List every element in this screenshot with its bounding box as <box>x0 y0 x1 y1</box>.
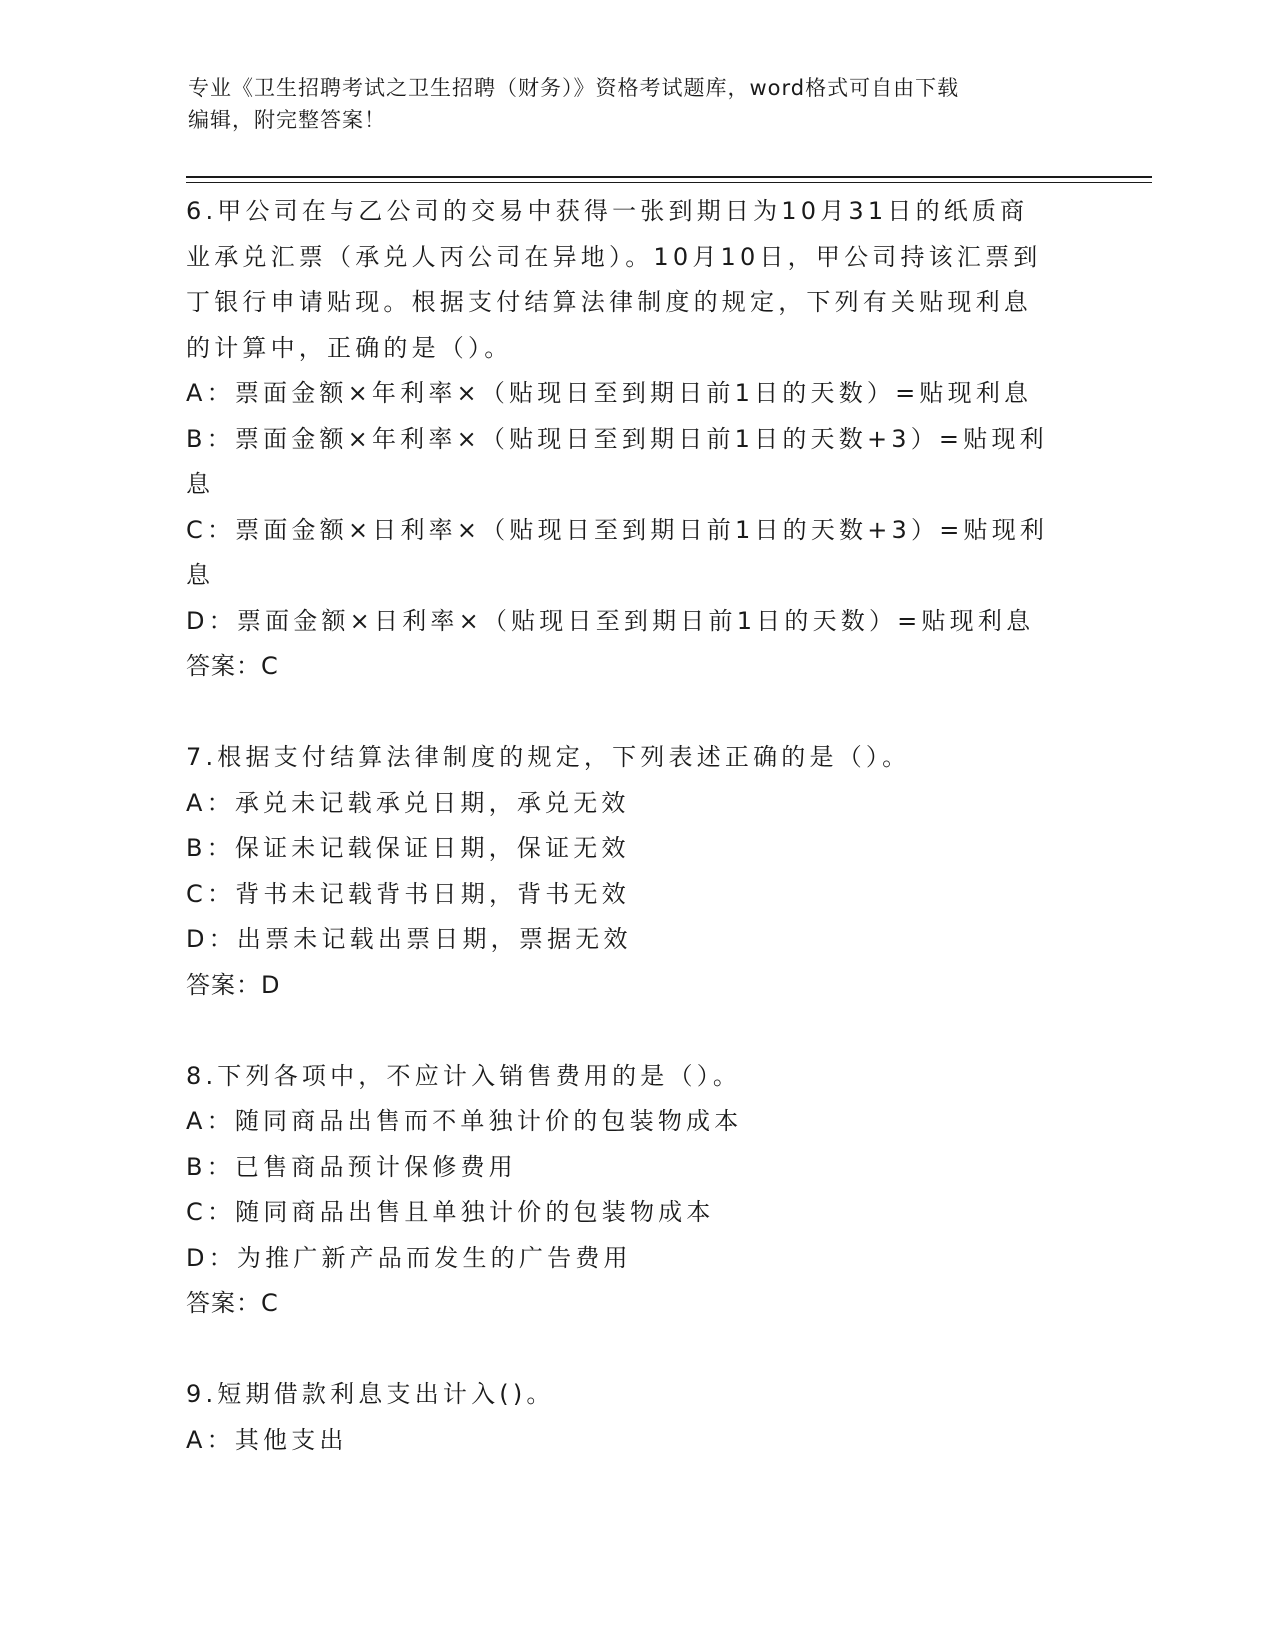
answer-label: 答案：C <box>186 1289 279 1317</box>
question-stem-line: 9.短期借款利息支出计入()。 <box>186 1380 555 1408</box>
option-b: B：票面金额×年利率×（贴现日至到期日前1日的天数+3）=贴现利 <box>186 424 1048 453</box>
question-stem-line: 的计算中，正确的是（）。 <box>186 333 513 362</box>
question-spacer <box>186 1008 1086 1054</box>
question-7 <box>186 735 1086 1008</box>
option-c: C：票面金额×日利率×（贴现日至到期日前1日的天数+3）=贴现利 <box>186 515 1049 544</box>
question-spacer <box>186 690 1086 736</box>
question-6 <box>186 189 1086 690</box>
option-b-continued: 息 <box>186 470 215 498</box>
question-list <box>186 189 1086 1463</box>
question-spacer <box>186 1327 1086 1373</box>
header-divider-thin <box>186 182 1152 183</box>
question-stem-line: 业承兑汇票（承兑人丙公司在异地）。10月10日，甲公司持该汇票到 <box>186 242 1042 271</box>
option-a: A：票面金额×年利率×（贴现日至到期日前1日的天数）=贴现利息 <box>186 379 1033 407</box>
document-header <box>188 72 1088 136</box>
option-a: A：其他支出 <box>186 1425 348 1454</box>
option-a: A：随同商品出售而不单独计价的包装物成本 <box>186 1107 743 1135</box>
question-stem-line: 8.下列各项中，不应计入销售费用的是（）。 <box>186 1061 742 1090</box>
option-c-continued: 息 <box>186 561 215 589</box>
option-d: D：票面金额×日利率×（贴现日至到期日前1日的天数）=贴现利息 <box>186 606 1035 635</box>
question-stem-line: 7.根据支付结算法律制度的规定，下列表述正确的是（）。 <box>186 743 911 771</box>
header-line: 编辑，附完整答案！ <box>188 108 386 132</box>
option-a: A：承兑未记载承兑日期，承兑无效 <box>186 788 630 817</box>
option-b: B：已售商品预计保修费用 <box>186 1152 517 1181</box>
option-d: D：为推广新产品而发生的广告费用 <box>186 1243 632 1272</box>
question-9 <box>186 1372 1086 1463</box>
option-d: D：出票未记载出票日期，票据无效 <box>186 925 632 953</box>
question-8 <box>186 1054 1086 1327</box>
question-stem-line: 丁银行申请贴现。根据支付结算法律制度的规定，下列有关贴现利息 <box>186 288 1032 316</box>
question-stem-line: 6.甲公司在与乙公司的交易中获得一张到期日为10月31日的纸质商 <box>186 197 1029 225</box>
answer-label: 答案：C <box>186 652 279 680</box>
answer-label: 答案：D <box>186 970 281 999</box>
option-b: B：保证未记载保证日期，保证无效 <box>186 834 630 862</box>
option-c: C：随同商品出售且单独计价的包装物成本 <box>186 1198 715 1226</box>
header-divider-thick <box>186 176 1152 178</box>
header-line: 专业《卫生招聘考试之卫生招聘（财务）》资格考试题库，word格式可自由下载 <box>188 76 960 100</box>
option-c: C：背书未记载背书日期，背书无效 <box>186 879 630 908</box>
